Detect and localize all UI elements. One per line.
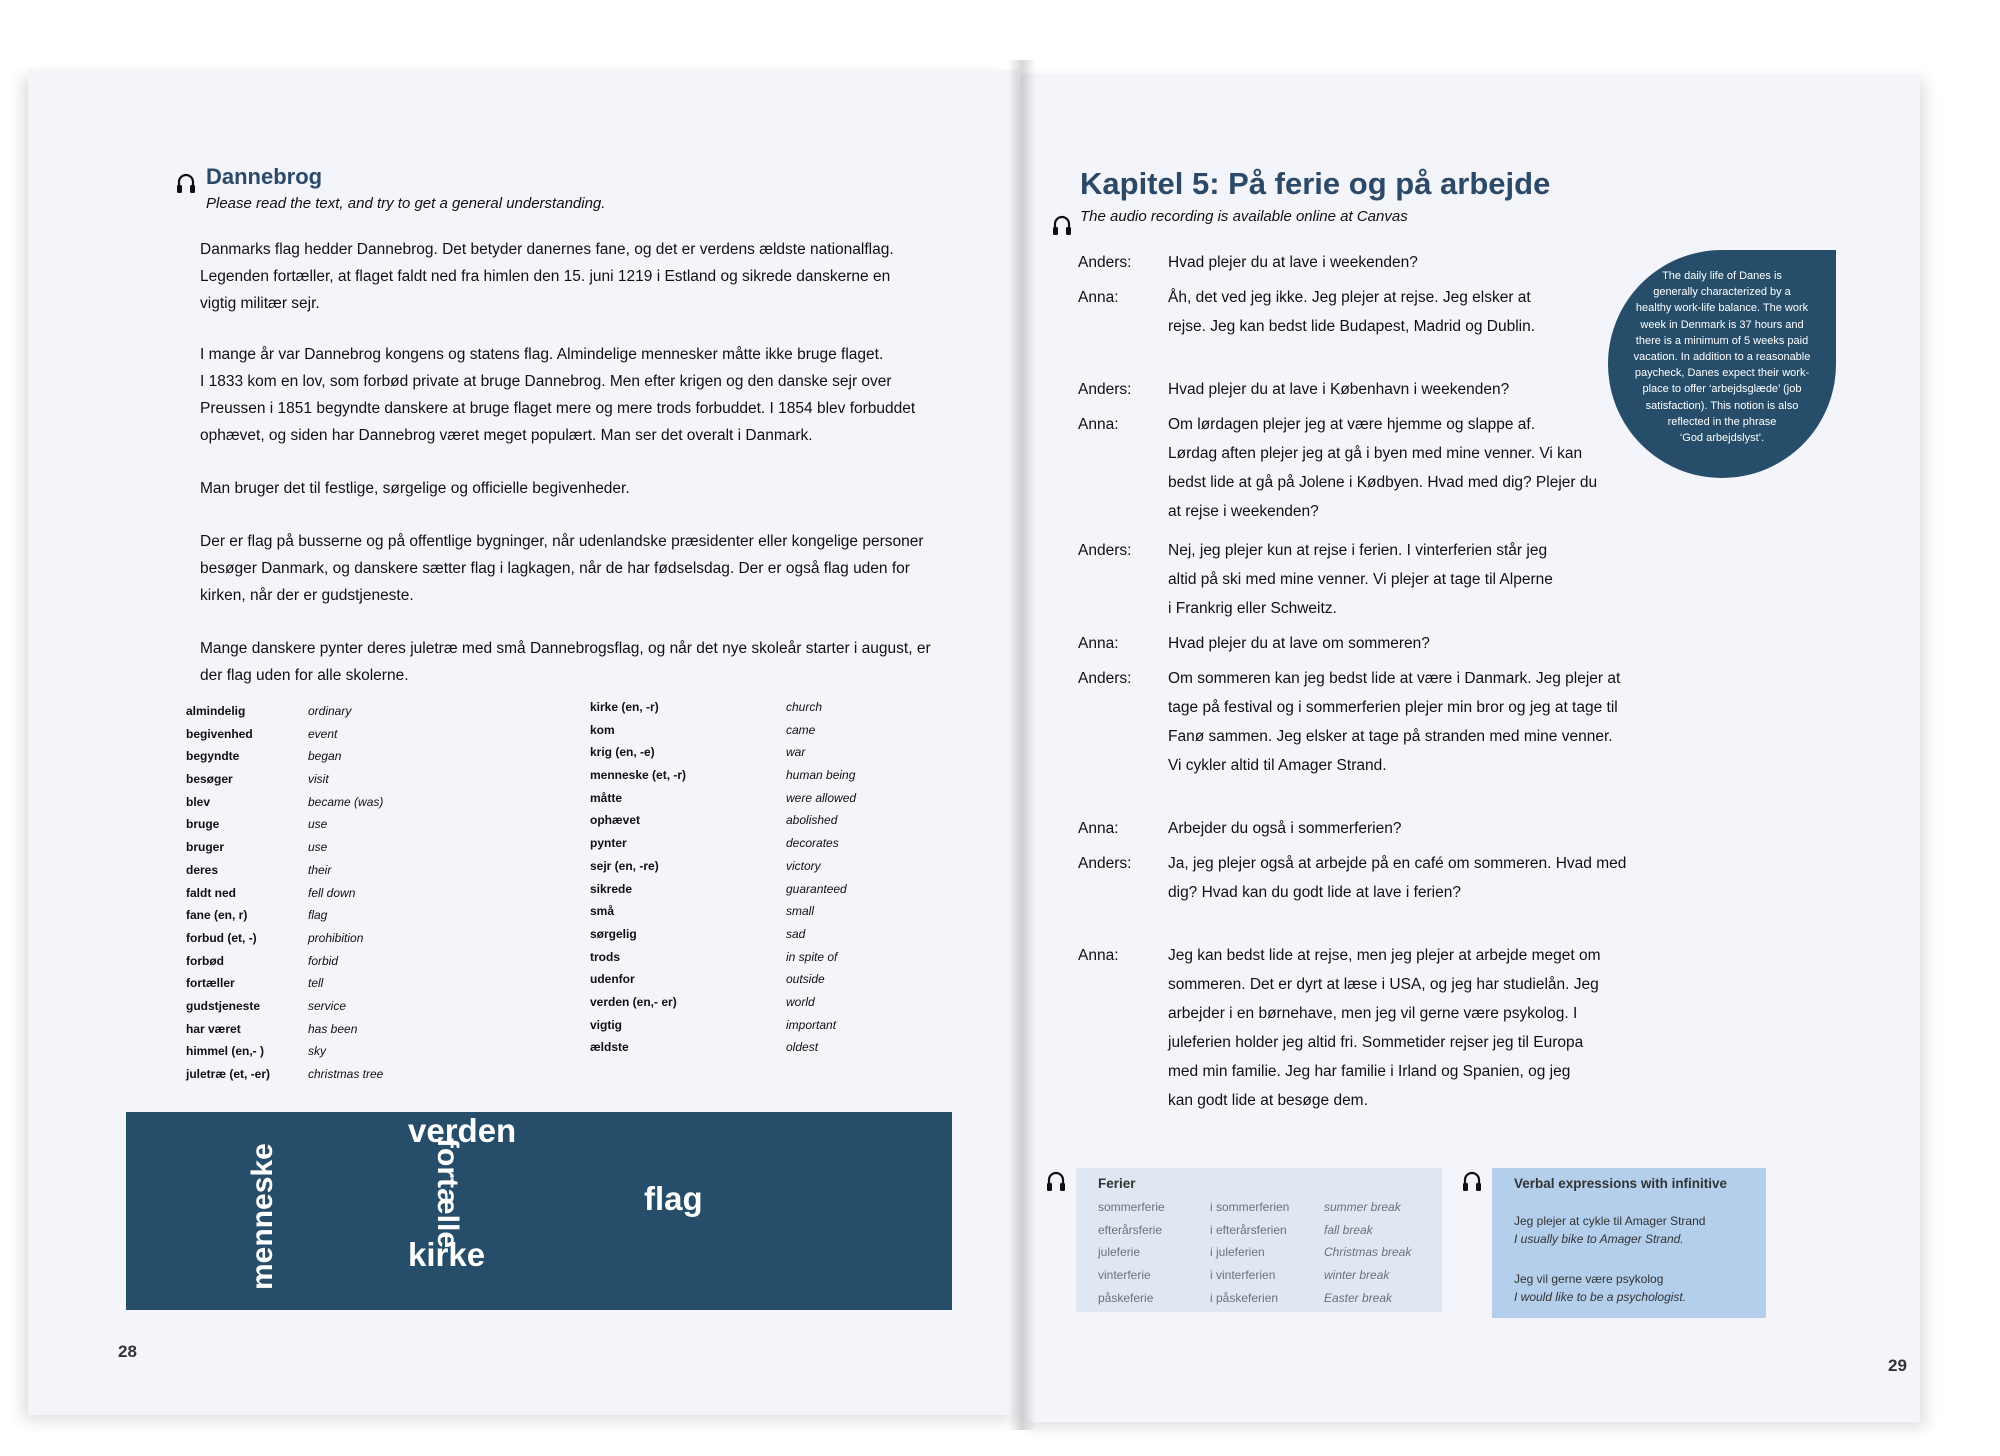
- vocab-gloss: guaranteed: [786, 881, 847, 896]
- info-line: ‘God arbejdslyst’.: [1679, 432, 1765, 445]
- dialogue-turn: [1078, 814, 1626, 843]
- example-1-english: I usually bike to Amager Strand.: [1514, 1232, 1684, 1246]
- info-line: healthy work-life balance. The work: [1635, 302, 1809, 315]
- dannebrog-text: [200, 236, 970, 715]
- vocab-term: verden (en,- er): [590, 994, 677, 1009]
- ferier-english: Easter break: [1324, 1290, 1393, 1305]
- text-line: besøger Danmark, og danskere sætter flag i lagkagen, når de har fødselsdag. Der er også flag uden for: [200, 560, 910, 577]
- audio-note: The audio recording is available online at Canvas: [1080, 208, 1408, 225]
- speech-line: at rejse i weekenden?: [1168, 503, 1319, 520]
- reading-instruction: Please read the text, and try to get a general understanding.: [206, 195, 606, 212]
- vocab-gloss: sky: [308, 1044, 326, 1059]
- vocab-gloss: important: [786, 1017, 837, 1032]
- vocab-row: [590, 995, 856, 1018]
- vocab-gloss: decorates: [786, 836, 839, 851]
- vocab-row: [186, 976, 383, 999]
- paragraph: [200, 236, 970, 317]
- text-line: I 1833 kom en lov, som forbød private at bruge Dannebrog. Men efter krigen og den danske sejr over: [200, 373, 892, 390]
- speech-line: Om lørdagen plejer jeg at være hjemme og slappe af.: [1168, 416, 1536, 433]
- ferier-phrase: i efterårsferien: [1210, 1222, 1287, 1237]
- vocab-row: [186, 1022, 383, 1045]
- vocab-gloss: visit: [308, 772, 329, 787]
- vocab-gloss: flag: [308, 908, 328, 923]
- speech: [1168, 248, 1418, 277]
- speech-line: kan godt lide at besøge dem.: [1168, 1092, 1368, 1109]
- example-2-english: I would like to be a psychologist.: [1514, 1290, 1687, 1304]
- vocab-row: [590, 723, 856, 746]
- speech-line: Ja, jeg plejer også at arbejde på en café om sommeren. Hvad med: [1168, 855, 1627, 872]
- vocab-gloss: fell down: [308, 885, 356, 900]
- vocab-gloss: were allowed: [786, 790, 857, 805]
- dialogue-turn: [1078, 849, 1626, 907]
- vocab-row: [590, 791, 856, 814]
- speech-line: dig? Hvad kan du godt lide at lave i ferien?: [1168, 884, 1461, 901]
- text-line: Preussen i 1851 begyndte danskere at bruge flaget mere og mere trods forbuddet. I 1854 blev forbuddet: [200, 400, 916, 417]
- ferier-noun: vinterferie: [1098, 1268, 1151, 1283]
- vocab-row: [186, 727, 383, 750]
- book-spine: [1008, 60, 1036, 1430]
- vocab-gloss: victory: [786, 858, 821, 873]
- text-line: kirken, når der er gudstjeneste.: [200, 587, 414, 604]
- vocab-row: [186, 954, 383, 977]
- vocab-gloss: has been: [308, 1021, 358, 1036]
- info-line: reflected in the phrase: [1667, 415, 1777, 428]
- ferier-english: winter break: [1324, 1268, 1390, 1283]
- vocab-term: bruger: [186, 840, 225, 855]
- speech-line: bedst lide at gå på Jolene i Kødbyen. Hvad med dig? Plejer du: [1168, 474, 1598, 491]
- ferier-row: [1098, 1245, 1411, 1268]
- vocab-row: [590, 859, 856, 882]
- ferier-row: [1098, 1268, 1411, 1291]
- info-line: vacation. In addition to a reasonable: [1633, 351, 1811, 364]
- vocab-gloss: their: [308, 862, 332, 877]
- text-line: Man bruger det til festlige, sørgelige og officielle begivenheder.: [200, 480, 630, 497]
- vocab-row: [186, 886, 383, 909]
- speech-line: Nej, jeg plejer kun at rejse i ferien. I vinterferien står jeg: [1168, 542, 1548, 559]
- vocab-term: ældste: [590, 1040, 629, 1055]
- vocab-term: besøger: [186, 772, 233, 787]
- vocab-term: sejr (en, -re): [590, 858, 659, 873]
- ferier-phrase: i sommerferien: [1210, 1200, 1290, 1214]
- ferier-phrase: i juleferien: [1210, 1245, 1265, 1260]
- vocab-gloss: ordinary: [308, 704, 352, 718]
- vocab-row: [186, 704, 383, 727]
- speech-line: juleferien holder jeg altid fri. Sommetider rejser jeg til Europa: [1168, 1034, 1584, 1051]
- ferier-noun: efterårsferie: [1098, 1222, 1163, 1237]
- vocab-term: deres: [186, 862, 219, 877]
- speech-line: tage på festival og i sommerferien plejer min bror og jeg at tage til: [1168, 699, 1618, 716]
- ferier-english: fall break: [1324, 1222, 1373, 1237]
- vocab-term: himmel (en,- ): [186, 1044, 265, 1059]
- ferier-row: [1098, 1223, 1411, 1246]
- vocab-row: [590, 882, 856, 905]
- vocab-term: udenfor: [590, 972, 635, 987]
- vocab-term: kirke (en, -r): [590, 700, 659, 714]
- page-number-left: 28: [118, 1342, 137, 1361]
- paragraph: [200, 528, 970, 609]
- vocab-term: almindelig: [186, 704, 246, 718]
- vocab-term: pynter: [590, 836, 627, 851]
- vocab-term: ophævet: [590, 813, 641, 828]
- speech-line: Fanø sammen. Jeg elsker at tage på stranden med mine venner.: [1168, 728, 1613, 745]
- verbal-title: Verbal expressions with infinitive: [1514, 1176, 1728, 1191]
- speech-line: Jeg kan bedst lide at rejse, men jeg plejer at arbejde meget om: [1168, 947, 1601, 964]
- speech-line: altid på ski med mine venner. Vi plejer at tage til Alperne: [1168, 571, 1553, 588]
- headphones-icon[interactable]: [176, 172, 196, 194]
- headphones-icon[interactable]: [1052, 214, 1072, 236]
- vocab-term: juletræ (et, -er): [186, 1067, 271, 1081]
- speaker-label: Anders:: [1078, 670, 1132, 687]
- speech-line: Hvad plejer du at lave i weekenden?: [1168, 254, 1418, 271]
- speaker-label: Anders:: [1078, 855, 1132, 872]
- speech: [1168, 941, 1601, 1115]
- info-line: paycheck, Danes expect their work-: [1634, 367, 1810, 380]
- headphones-icon[interactable]: [1462, 1170, 1482, 1192]
- vocab-row: [590, 1040, 856, 1063]
- text-line: I mange år var Dannebrog kongens og statens flag. Almindelige mennesker måtte ikke bruge flaget.: [200, 346, 884, 363]
- speaker-label: Anders:: [1078, 381, 1132, 398]
- vocab-gloss: came: [786, 722, 816, 737]
- info-line: place to offer ‘arbejdsglæde’ (job: [1642, 383, 1802, 396]
- vocab-row: [590, 745, 856, 768]
- ferier-row: [1098, 1200, 1411, 1223]
- ferier-title: Ferier: [1098, 1176, 1136, 1191]
- speaker-label: Anders:: [1078, 254, 1132, 271]
- speech-line: sommeren. Det er dyrt at læse i USA, og jeg har studielån. Jeg: [1168, 976, 1599, 993]
- vocab-term: begyndte: [186, 749, 240, 764]
- ferier-noun: juleferie: [1098, 1245, 1141, 1260]
- vocab-term: har været: [186, 1021, 241, 1036]
- dialogue-turn: [1078, 410, 1626, 526]
- example-1-danish: Jeg plejer at cykle til Amager Strand: [1514, 1214, 1706, 1228]
- vocab-row: [590, 813, 856, 836]
- dialogue-turn: [1078, 664, 1626, 780]
- headphones-icon[interactable]: [1046, 1170, 1066, 1192]
- word-verden: verden: [408, 1112, 517, 1149]
- ferier-noun: påskeferie: [1098, 1290, 1154, 1305]
- vocab-row: [590, 768, 856, 791]
- speaker-label: Anders:: [1078, 542, 1132, 559]
- vocab-row: [186, 749, 383, 772]
- vocab-term: blev: [186, 794, 211, 809]
- vocab-term: bruge: [186, 817, 220, 832]
- vocab-term: forbød: [186, 953, 224, 968]
- vocab-gloss: sad: [786, 926, 806, 941]
- ferier-english: summer break: [1324, 1200, 1401, 1214]
- vocab-gloss: use: [308, 840, 328, 855]
- info-line: satisfaction). This notion is also: [1645, 399, 1799, 412]
- vocab-gloss: prohibition: [308, 930, 364, 945]
- ferier-noun: sommerferie: [1098, 1200, 1165, 1214]
- ferier-phrase: i påskeferien: [1210, 1290, 1279, 1305]
- speech-line: i Frankrig eller Schweitz.: [1168, 600, 1337, 617]
- speech-line: Vi cykler altid til Amager Strand.: [1168, 757, 1387, 774]
- speaker-label: Anna:: [1078, 416, 1119, 433]
- info-line: week in Denmark is 37 hours and: [1640, 318, 1804, 331]
- text-line: Legenden fortæller, at flaget faldt ned fra himlen den 15. juni 1219 i Estland og sikrede danskerne en: [200, 268, 891, 285]
- vocab-row: [186, 1067, 383, 1090]
- info-line: generally characterized by a: [1653, 286, 1791, 299]
- dialogue-turn: [1078, 941, 1626, 1115]
- vocab-row: [186, 1044, 383, 1067]
- vocab-gloss: event: [308, 726, 338, 741]
- vocab-gloss: small: [786, 904, 815, 919]
- vocab-gloss: human being: [786, 768, 856, 783]
- word-cloud-banner: [126, 1112, 952, 1310]
- dialogue-turn: [1078, 536, 1626, 623]
- vocab-gloss: tell: [308, 976, 324, 991]
- speech-line: rejse. Jeg kan bedst lide Budapest, Madrid og Dublin.: [1168, 318, 1536, 335]
- info-line: there is a minimum of 5 weeks paid: [1635, 334, 1809, 347]
- vocab-gloss: world: [786, 994, 815, 1009]
- dialogue-turn: [1078, 629, 1626, 658]
- speech: [1168, 629, 1430, 658]
- dialogue-turn: [1078, 248, 1626, 277]
- speech-line: med min familie. Jeg har familie i Irland og Spanien, og jeg: [1168, 1063, 1571, 1080]
- speech: [1168, 410, 1597, 526]
- word-menneske: menneske: [246, 1143, 279, 1290]
- dialogue-turn: [1078, 283, 1626, 341]
- paragraph: [200, 635, 970, 689]
- vocab-row: [590, 1018, 856, 1041]
- vocab-term: sørgelig: [590, 926, 637, 941]
- text-line: ophævet, og siden har Dannebrog været meget populært. Man ser det overalt i Danmark.: [200, 427, 813, 444]
- info-circle: [1608, 250, 1836, 478]
- vocabulary-list-left: [186, 704, 383, 1090]
- speaker-label: Anna:: [1078, 947, 1119, 964]
- speech-line: arbejder i en børnehave, men jeg vil gerne være psykolog. I: [1168, 1005, 1578, 1022]
- speech: [1168, 283, 1535, 341]
- vocab-gloss: use: [308, 817, 328, 832]
- vocab-term: krig (en, -e): [590, 745, 655, 760]
- vocab-gloss: forbid: [308, 953, 339, 968]
- vocab-row: [186, 772, 383, 795]
- vocab-row: [186, 795, 383, 818]
- vocab-gloss: outside: [786, 972, 825, 987]
- speech: [1168, 849, 1626, 907]
- speech: [1168, 375, 1509, 404]
- speech-line: Lørdag aften plejer jeg at gå i byen med mine venner. Vi kan: [1168, 445, 1583, 462]
- vocab-gloss: began: [308, 749, 342, 764]
- vocab-row: [590, 904, 856, 927]
- speech: [1168, 814, 1401, 843]
- vocab-term: menneske (et, -r): [590, 768, 687, 783]
- dialogue: [1078, 248, 1626, 1115]
- vocab-gloss: war: [786, 745, 806, 760]
- vocab-row: [186, 817, 383, 840]
- speech: [1168, 664, 1620, 780]
- paragraph: [200, 475, 970, 502]
- ferier-table: [1098, 1200, 1411, 1313]
- page-number-right: 29: [1888, 1356, 1907, 1375]
- vocab-row: [186, 840, 383, 863]
- vocab-term: fane (en, r): [186, 908, 248, 923]
- vocab-term: trods: [590, 949, 620, 964]
- vocab-term: måtte: [590, 790, 623, 805]
- vocab-term: vigtig: [590, 1017, 622, 1032]
- vocab-gloss: service: [308, 998, 347, 1013]
- ferier-box: [1076, 1168, 1442, 1312]
- vocab-row: [590, 972, 856, 995]
- vocab-term: fortæller: [186, 976, 235, 991]
- text-line: der flag uden for alle skolerne.: [200, 667, 409, 684]
- example-2-danish: Jeg vil gerne være psykolog: [1514, 1272, 1664, 1286]
- vocab-term: forbud (et, -): [186, 930, 257, 945]
- ferier-phrase: i vinterferien: [1210, 1268, 1276, 1283]
- speech-line: Hvad plejer du at lave om sommeren?: [1168, 635, 1430, 652]
- dialogue-turn: [1078, 375, 1626, 404]
- speaker-label: Anna:: [1078, 289, 1119, 306]
- vocab-term: kom: [590, 722, 615, 737]
- vocab-row: [590, 700, 856, 723]
- chapter-title: Kapitel 5: På ferie og på arbejde: [1080, 166, 1551, 201]
- vocab-term: små: [590, 904, 615, 919]
- vocab-gloss: church: [786, 700, 823, 714]
- vocab-gloss: became (was): [308, 794, 384, 809]
- speech: [1168, 536, 1553, 623]
- paragraph: [200, 341, 970, 449]
- speaker-label: Anna:: [1078, 635, 1119, 652]
- vocab-gloss: abolished: [786, 813, 838, 828]
- vocab-term: gudstjeneste: [186, 998, 261, 1013]
- vocab-term: begivenhed: [186, 726, 253, 741]
- vocab-row: [186, 908, 383, 931]
- word-flag: flag: [644, 1180, 703, 1217]
- ferier-english: Christmas break: [1324, 1245, 1412, 1260]
- speech-line: Hvad plejer du at lave i København i weekenden?: [1168, 381, 1510, 398]
- text-line: vigtig militær sejr.: [200, 295, 320, 312]
- text-line: Danmarks flag hedder Dannebrog. Det betyder danernes fane, og det er verdens ældste nationalflag.: [200, 241, 894, 258]
- info-line: The daily life of Danes is: [1662, 270, 1782, 282]
- section-title: Dannebrog: [206, 164, 323, 189]
- vocab-term: sikrede: [590, 881, 633, 896]
- vocab-gloss: in spite of: [786, 949, 838, 964]
- ferier-row: [1098, 1291, 1411, 1314]
- vocab-row: [186, 863, 383, 886]
- speech-line: Arbejder du også i sommerferien?: [1168, 820, 1402, 837]
- speech-line: Åh, det ved jeg ikke. Jeg plejer at rejse. Jeg elsker at: [1168, 289, 1531, 306]
- text-line: Der er flag på busserne og på offentlige bygninger, når udenlandske præsidenter eller kongelige personer: [200, 533, 924, 550]
- vocab-row: [590, 836, 856, 859]
- vocab-gloss: oldest: [786, 1040, 819, 1055]
- vocab-row: [590, 950, 856, 973]
- vocabulary-list-right: [590, 700, 856, 1063]
- word-fortaelle: fortælle: [431, 1138, 464, 1249]
- vocab-term: faldt ned: [186, 885, 236, 900]
- vocab-row: [590, 927, 856, 950]
- vocab-row: [186, 931, 383, 954]
- verbal-expressions-box: [1492, 1168, 1766, 1318]
- text-line: Mange danskere pynter deres juletræ med små Dannebrogsflag, og når det nye skoleår starter i august, er: [200, 640, 931, 657]
- vocab-row: [186, 999, 383, 1022]
- word-kirke: kirke: [408, 1236, 486, 1273]
- vocab-gloss: christmas tree: [308, 1067, 384, 1081]
- speaker-label: Anna:: [1078, 820, 1119, 837]
- speech-line: Om sommeren kan jeg bedst lide at være i Danmark. Jeg plejer at: [1168, 670, 1621, 687]
